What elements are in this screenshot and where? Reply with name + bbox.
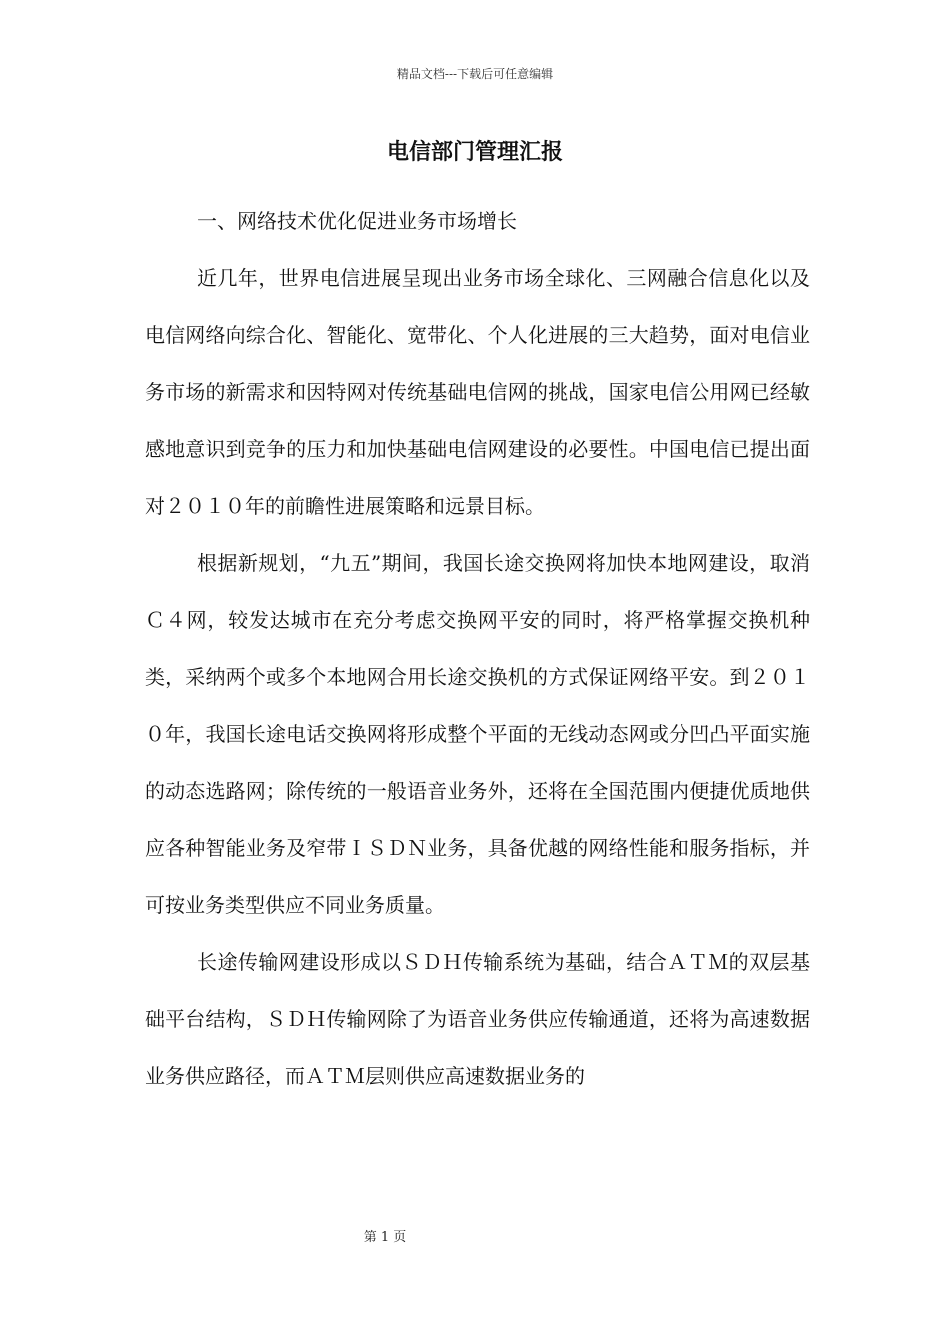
page-number: 第 1 页 <box>363 1230 407 1245</box>
document-body <box>145 193 810 1105</box>
paragraph-3: 长途传输网建设形成以ＳＤＨ传输系统为基础，结合ＡＴＭ的双层基础平台结构，ＳＤＨ传输网除了为语音业务供应传输通道，还将为高速数据业务供应路径，而ＡＴＭ层则供应高速数据业务的 <box>145 950 810 1088</box>
section-heading: 一、网络技术优化促进业务市场增长 <box>197 209 517 233</box>
header-note: 精品文档---下载后可任意编辑 <box>396 67 554 81</box>
paragraph-1: 近几年，世界电信进展呈现出业务市场全球化、三网融合信息化以及电信网络向综合化、智能化、宽带化、个人化进展的三大趋势，面对电信业务市场的新需求和因特网对传统基础电信网的挑战，国家电信公用网已经敏感地意识到竞争的压力和加快基础电信网建设的必要性。中国电信已提出面对２０１０年的前瞻性进展策略和远景目标。 <box>145 266 810 518</box>
paragraph-2: 根据新规划，“九五”期间，我国长途交换网将加快本地网建设，取消Ｃ４网，较发达城市在充分考虑交换网平安的同时，将严格掌握交换机种类，采纳两个或多个本地网合用长途交换机的方式保证网络平安。到２０１０年，我国长途电话交换网将形成整个平面的无线动态网或分凹凸平面实施的动态选路网；除传统的一般语音业务外，还将在全国范围内便捷优质地供应各种智能业务及窄带ＩＳＤＮ业务，具备优越的网络性能和服务指标，并可按业务类型供应不同业务质量。 <box>145 551 810 917</box>
document-title: 电信部门管理汇报 <box>386 139 563 165</box>
